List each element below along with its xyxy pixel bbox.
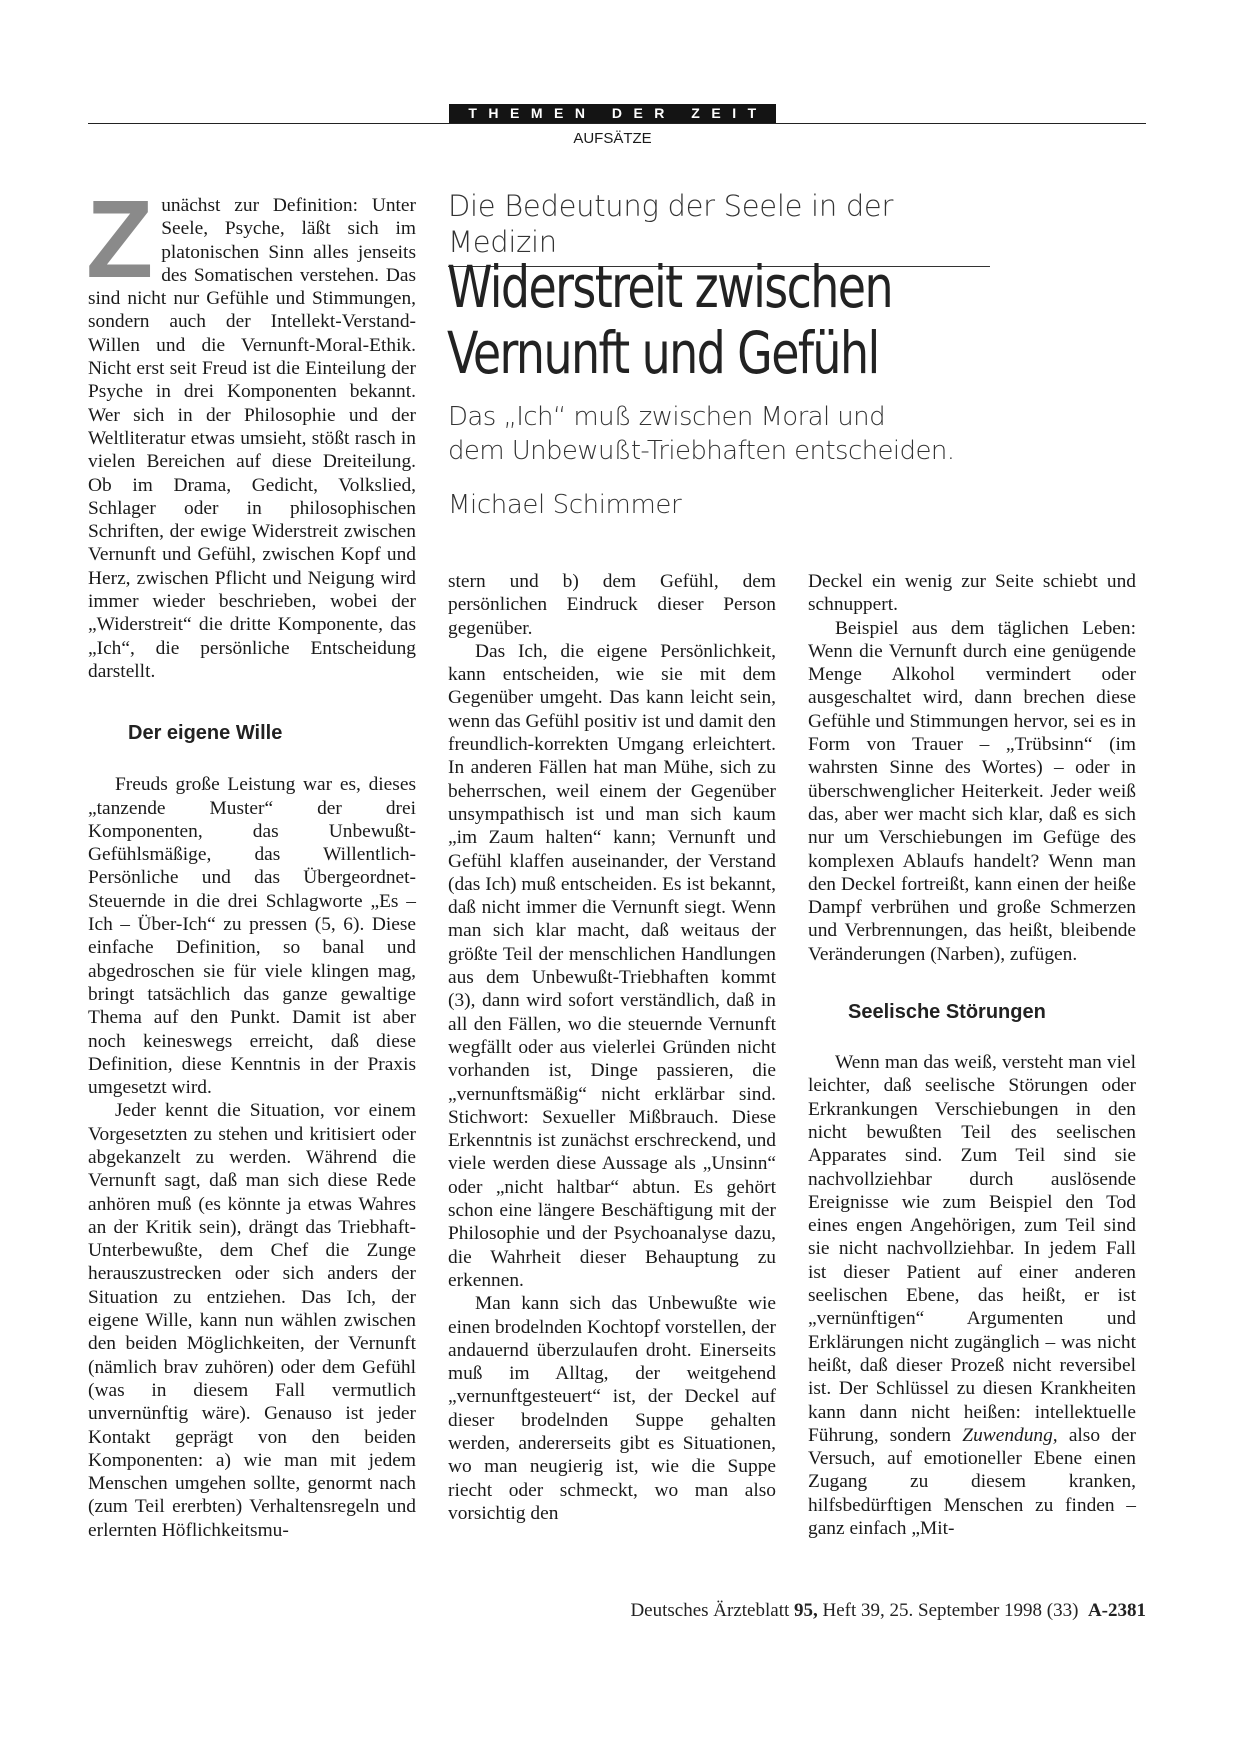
section-label: THEMEN DER ZEIT (449, 104, 776, 123)
emphasis: Zuwendung, (962, 1424, 1058, 1446)
text-column-3 (808, 570, 1136, 1540)
paragraph: Das Ich, die eigene Persönlichkeit, kann entscheiden, wie sie mit dem Gegenüber umgeht. Das kann leicht sein, wenn das Gefühl positiv ist und damit den freundlich-korrekten Umgang erleichtert. In anderen Fällen hat man Mühe, sich zu beherrschen, weil einem der Gegenüber unsympathisch ist und man sich kaum „im Zaum halten“ kann; Vernunft und Gefühl klaffen auseinander, der Verstand (das Ich) muß entscheiden. Es ist bekannt, daß nicht immer die Vernunft siegt. Wenn man sich klar macht, daß weitaus der größte Teil der menschlichen Handlungen aus dem Unbewußt-Triebhaften kommt (3), dann wird sofort verständlich, daß in all den Fällen, wo die steuernde Vernunft wegfällt oder aus vielerlei Gründen nicht vorhanden ist, Dinge passieren, die „vernunftsmäßig“ nicht erklärbar sind. Stichwort: Sexueller Mißbrauch. Diese Erkenntnis ist zunächst erschreckend, und viele werden diese Aussage als „Unsinn“ oder „nicht haltbar“ abtun. Es gehört schon eine längere Beschäftigung mit der Philosophie und der Psychoanalyse dazu, die Wahrheit dieser Behauptung zu erkennen. (448, 640, 776, 1291)
volume-number: 95, (794, 1600, 818, 1621)
issue-info: Heft 39, 25. September 1998 (33) (822, 1600, 1079, 1621)
intro-paragraph: Zunächst zur Definition: Unter Seele, Psyche, läßt sich im platonischen Sinn alles jenseits des Somatischen verstehen. Das sind nicht nur Gefühle und Stimmungen, sondern auch der Intellekt-Verstand-Willen und die Vernunft-Moral-Ethik. Nicht erst seit Freud ist die Einteilung der Psyche in drei Komponenten bekannt. Wer sich in der Philosophie und der Weltliteratur etwas umsieht, stößt rasch in vielen Bereichen auf diese Dreiteilung. Ob im Drama, Gedicht, Volkslied, Schlager oder in philosophischen Schriften, der ewige Widerstreit zwischen Vernunft und Gefühl, zwischen Kopf und Herz, zwischen Pflicht und Neigung wird immer wieder beschrieben, wobei der „Widerstreit“ die dritte Komponente, das „Ich“, die persönliche Entscheidung darstellt. (86, 178, 416, 682)
title-line-2: Vernunft und Gefühl (447, 319, 879, 387)
paragraph: Freuds große Leistung war es, dieses „tanzende Muster“ der drei Komponenten, das Unbewußt-Gefühlsmäßige, das Willentlich-Persönliche und das Übergeordnet-Steuernde in die drei Schlagworte „Es – Ich – Über-Ich“ zu pressen (5, 6). Diese einfache Definition, so banal und abgedroschen sie für viele klingen mag, bringt tatsächlich das ganze gewaltige Thema auf den Punkt. Damit ist aber noch keineswegs erreicht, daß diese Definition, diese Kenntnis in der Praxis umgesetzt wird. (88, 774, 416, 1099)
title-line-1: Widerstreit zwischen (447, 253, 892, 321)
paragraph: Wenn man das weiß, versteht man viel leichter, daß seelische Störungen oder Erkrankungen Verschiebungen in den nicht bewußten Teil des seelischen Apparates sind. Zum Teil sind sie nachvollziehbar durch auslösende Ereignisse wie zum Beispiel den Tod eines engen Angehörigen, zum Teil sind sie nicht nachvollziehbar. In jedem Fall ist dieser Patient auf einer anderen seelischen Ebene, das heißt, er ist „vernünftigen“ Argumenten und Erklärungen nicht zugänglich – was nicht heißt, daß dieser Prozeß nicht reversibel ist. Der Schlüssel zu diesen Krankheiten kann dann nicht heißen: intellektuelle Führung, sondern Zuwendung, also der Versuch, auf emotioneller Ebene einen Zugang zu diesem kranken, hilfsbedürftigen Menschen zu finden – ganz einfach „Mit- (808, 1052, 1136, 1539)
subtitle-line-1: Das „Ich“ muß zwischen Moral und (448, 402, 885, 432)
drop-cap: Z (86, 178, 154, 301)
article-kicker: Die Bedeutung der Seele in der Medizin (448, 188, 990, 267)
article-author: Michael Schimmer (448, 490, 682, 520)
paragraph: Beispiel aus dem täglichen Leben: Wenn die Vernunft durch eine genügende Menge Alkohol vermindert oder ausgeschaltet wird, dann brechen diese Gefühle und Stimmungen hervor, sei es in Form von Trauer – „Trübsinn“ (im wahrsten Sinne des Wortes) – oder in überschwenglicher Heiterkeit. Jeder weiß das, aber wer macht sich klar, daß es sich nur um Verschiebungen im Gefüge des komplexen Ablaufs handelt? Wenn man den Deckel fortreißt, kann einen der heiße Dampf verbrühen und große Schmerzen und Verbrennungen, das heißt, bleibende Veränderungen (Narben), zufügen. (808, 617, 1136, 965)
text-column-1 (86, 178, 416, 1542)
journal-name: Deutsches Ärzteblatt (630, 1600, 790, 1621)
header-rule (88, 123, 1146, 124)
paragraph: stern und b) dem Gefühl, dem persönlichen Eindruck dieser Person gegenüber. (448, 571, 776, 639)
article-title (447, 254, 1063, 386)
page-number: A-2381 (1087, 1600, 1146, 1621)
paragraph: Deckel ein wenig zur Seite schiebt und schnuppert. (808, 571, 1136, 616)
text-column-2 (448, 570, 776, 1525)
paragraph: Jeder kennt die Situation, vor einem Vorgesetzten zu stehen und kritisiert oder abgekanzelt zu werden. Während die Vernunft sagt, daß man sich diese Rede anhören muß (es könnte ja etwas Wahres an der Kritik sein), drängt das Triebhaft-Unterbewußte, dem Chef die Zunge herauszustrecken oder sich anders der Situation zu entziehen. Das Ich, der eigene Wille, kann nun wählen zwischen den beiden Möglichkeiten, der Vernunft (nämlich brav zuhören) oder dem Gefühl (was in diesem Fall vermutlich unvernünftig wäre). Genauso ist jeder Kontakt geprägt von den beiden Komponenten: a) wie man mit jedem Menschen umgehen sollte, genormt nach (zum Teil ererbten) Verhaltensregeln und erlernten Höflichkeitsmu- (88, 1100, 416, 1541)
paragraph: Man kann sich das Unbewußte wie einen brodelnden Kochtopf vorstellen, der andauernd überzulaufen droht. Einerseits muß im Alltag, der weitgehend „vernunftgesteuert“ ist, der Deckel auf dieser brodelnden Suppe gehalten werden, andererseits gibt es Situationen, wo man neugierig ist, wie die Suppe riecht oder schmeckt, wo man also vorsichtig den (448, 1293, 776, 1524)
subheading-seelische-stoerungen: Seelische Störungen (848, 1001, 1046, 1024)
subheading-der-eigene-wille: Der eigene Wille (128, 722, 283, 745)
article-subtitle (448, 400, 1008, 468)
page-footer (630, 1600, 1146, 1622)
subsection-label: AUFSÄTZE (573, 130, 652, 147)
subtitle-line-2: dem Unbewußt-Triebhaften entscheiden. (448, 436, 955, 466)
